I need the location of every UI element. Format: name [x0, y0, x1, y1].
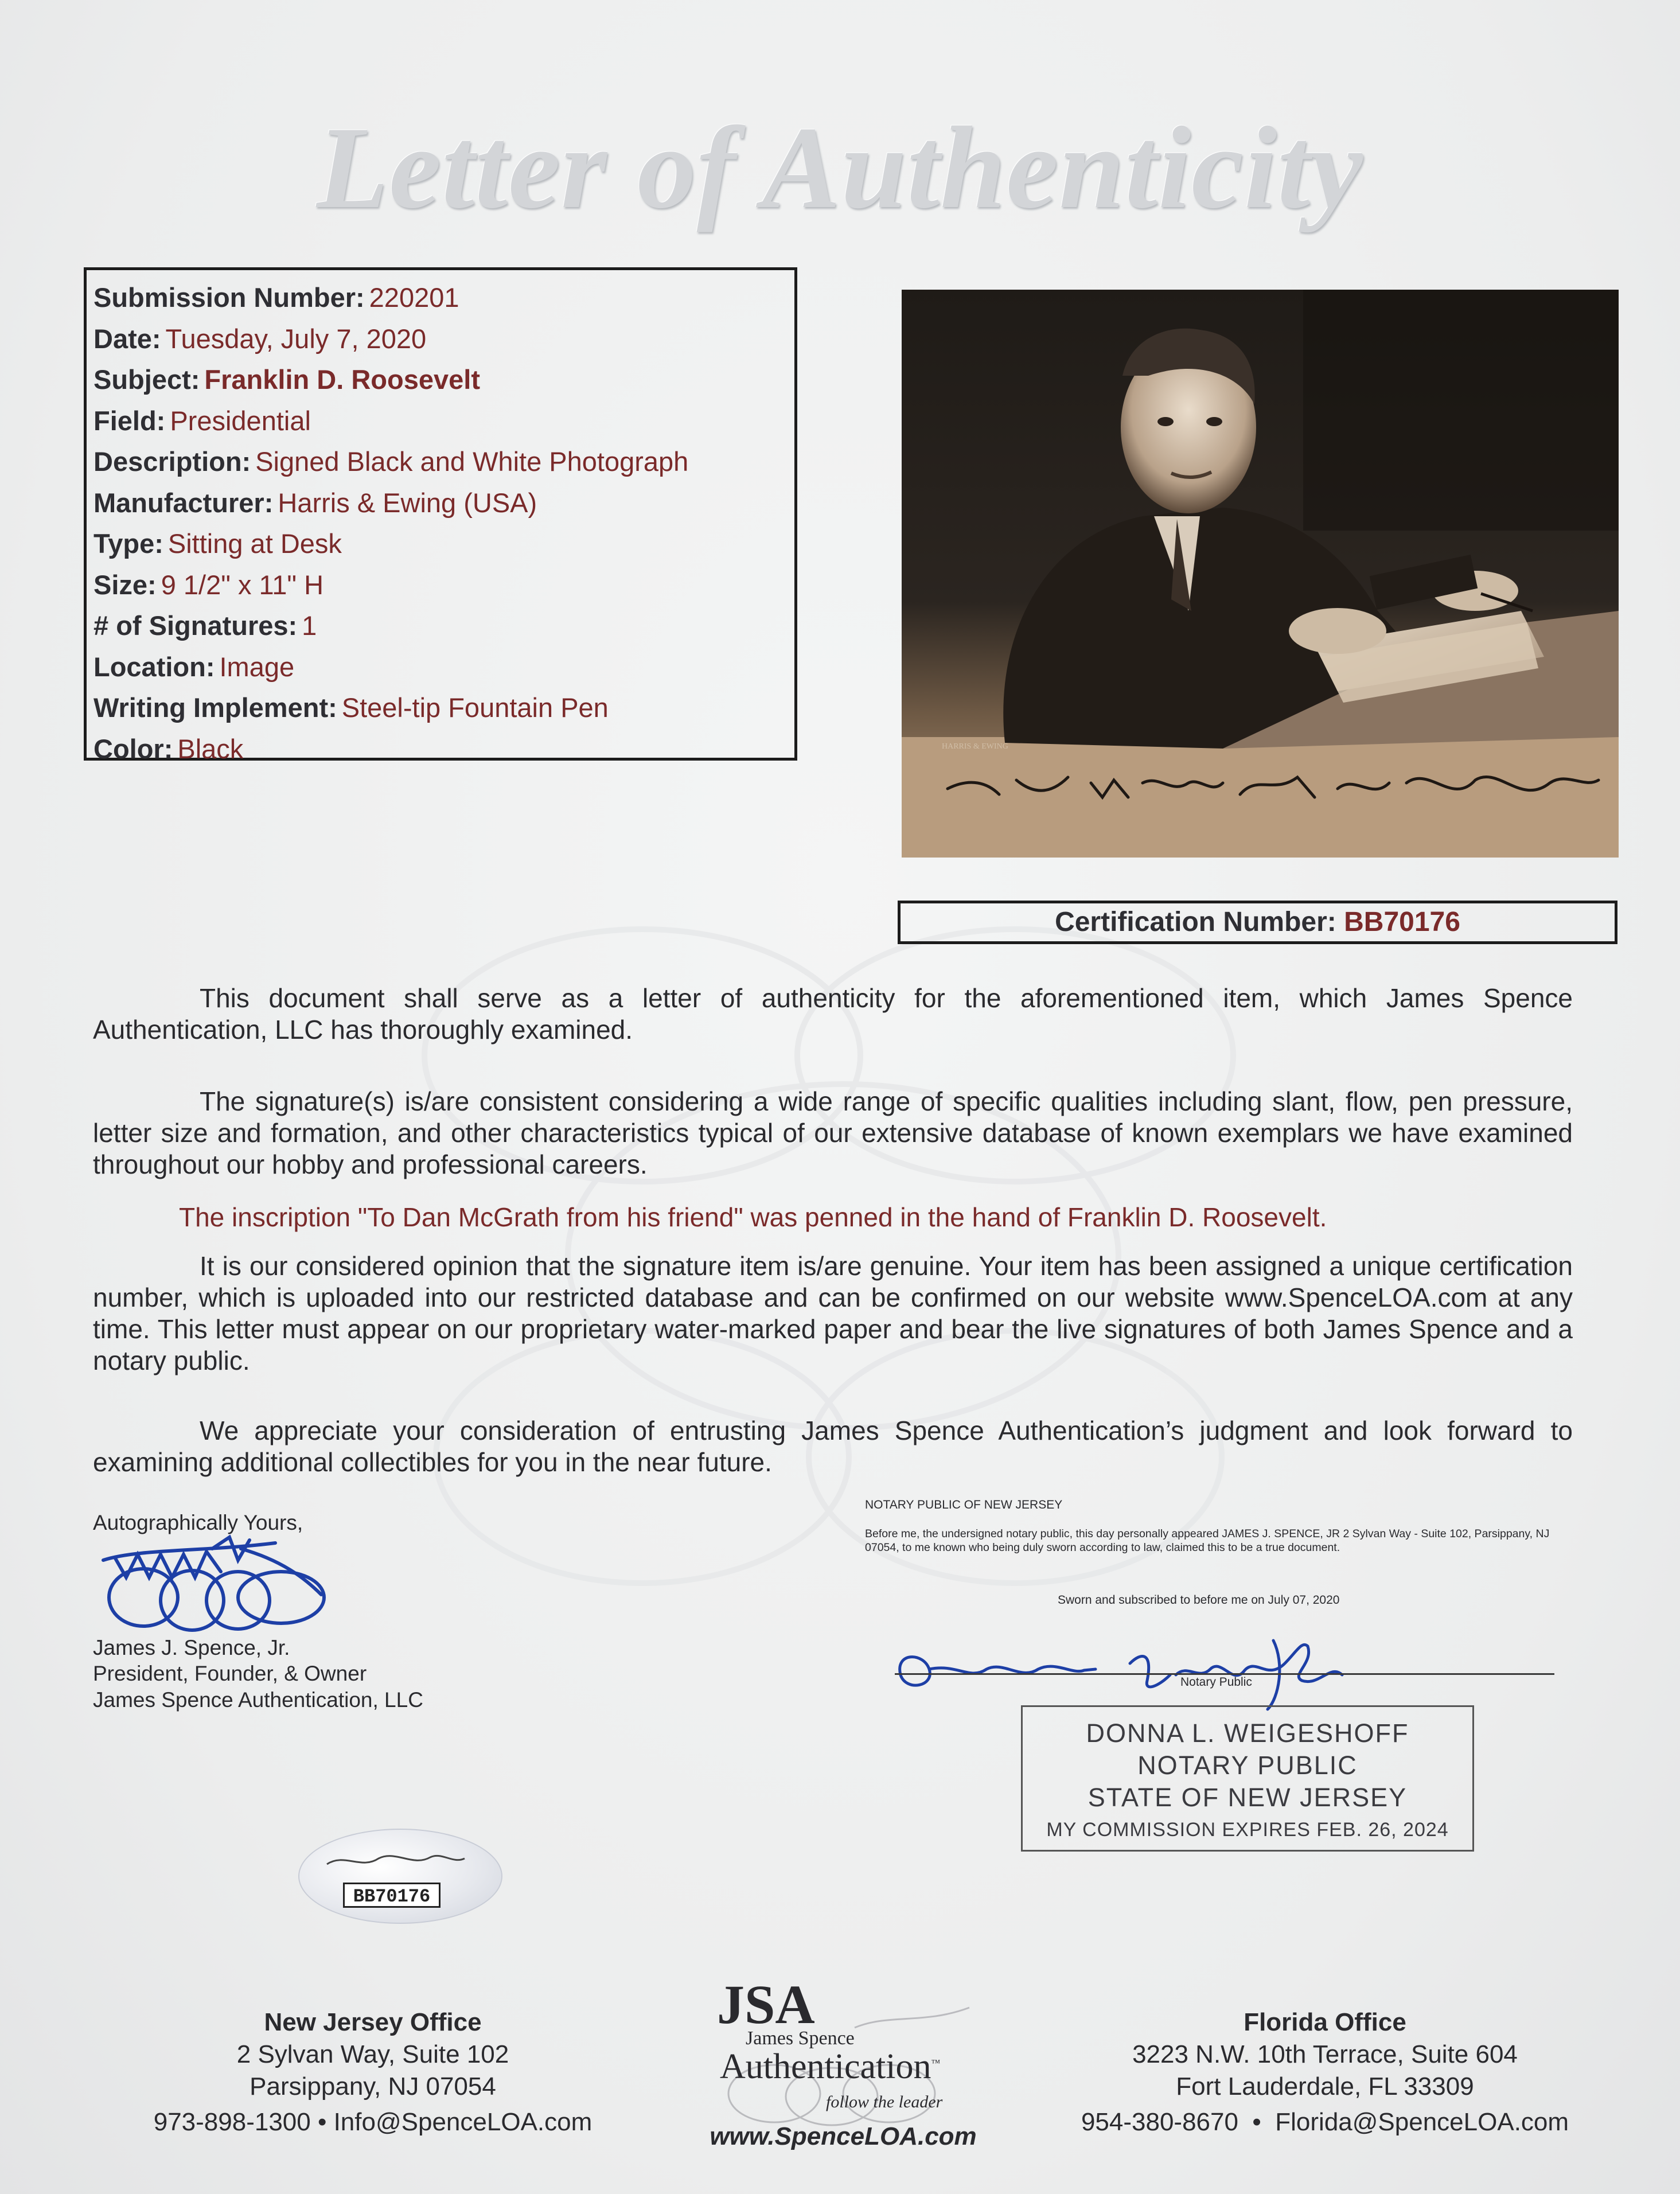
detail-value: Franklin D. Roosevelt — [204, 364, 480, 395]
detail-label: Field: — [93, 405, 166, 436]
closing: Autographically Yours, — [93, 1511, 303, 1534]
detail-value: 220201 — [369, 282, 459, 313]
notary-heading: NOTARY PUBLIC OF NEW JERSEY — [865, 1498, 1063, 1511]
detail-row — [93, 482, 794, 524]
detail-row — [93, 441, 794, 482]
florida-office — [1027, 2006, 1623, 2138]
detail-label: Color: — [93, 733, 173, 764]
certification-number-box — [898, 901, 1617, 944]
paragraph-3 — [93, 1250, 1573, 1377]
paragraph-2 — [93, 1086, 1573, 1180]
detail-row — [93, 687, 794, 728]
jsa-mark: JSA — [717, 1974, 815, 2035]
detail-row — [93, 728, 794, 770]
detail-row — [93, 564, 794, 606]
detail-label: Type: — [93, 528, 163, 559]
paragraph-4-text: We appreciate your consideration of entrusting James Spence Authentication’s judgment and look forward to examining additional collectibles for you in the near future. — [93, 1416, 1573, 1477]
detail-row — [93, 523, 794, 564]
signer-name: James J. Spence, Jr. — [93, 1636, 290, 1659]
detail-value: Tuesday, July 7, 2020 — [165, 323, 427, 354]
detail-label: Description: — [93, 446, 251, 477]
detail-label: Location: — [93, 651, 215, 682]
paragraph-1 — [93, 983, 1573, 1046]
detail-value: Signed Black and White Photograph — [255, 446, 689, 477]
inscription-note: The inscription "To Dan McGrath from his friend" was penned in the hand of Franklin D. Roosevelt. — [179, 1202, 1327, 1232]
detail-row — [93, 400, 794, 442]
jsa-website: www.SpenceLOA.com — [710, 2122, 977, 2150]
paragraph-3-text: It is our considered opinion that the signature item is/are genuine. Your item has been assigned a unique certification number, which is uploaded into our restricted database and can be confirmed on our website www.SpenceLOA.com at any time. This letter must appear on our proprietary water-marked paper and bear the live signatures of both James Spence and a notary public. — [93, 1251, 1573, 1375]
detail-label: Date: — [93, 323, 161, 354]
svg-text:HARRIS & EWING: HARRIS & EWING — [942, 742, 1008, 751]
new-jersey-office — [92, 2006, 654, 2138]
hologram-number: BB70176 — [343, 1883, 441, 1908]
jsa-authentication — [720, 2047, 940, 2087]
notary-signature-line — [895, 1673, 1554, 1675]
hologram-signature — [321, 1841, 470, 1881]
notary-signature — [889, 1629, 1382, 1715]
detail-value: Harris & Ewing (USA) — [278, 487, 537, 518]
signer-role: President, Founder, & Owner — [93, 1662, 367, 1685]
notary-statement: Before me, the undersigned notary public, this day personally appeared JAMES J. SPENCE, JR 2 Sylvan Way - Suite 102, Parsippany, NJ 07054, to me known who being duly sworn according to law, claimed this to be a true document. — [865, 1527, 1550, 1554]
jsa-tagline: follow the leader — [826, 2092, 943, 2111]
detail-label: Submission Number: — [93, 282, 365, 313]
nj-office-heading: New Jersey Office — [264, 2008, 482, 2036]
detail-label: Writing Implement: — [93, 692, 337, 723]
detail-value: Presidential — [170, 405, 311, 436]
detail-row — [93, 277, 794, 318]
page-title: Letter of Authenticity — [316, 103, 1364, 233]
nj-address-line2: Parsippany, NJ 07054 — [250, 2072, 496, 2101]
jsa-name: James Spence — [746, 2028, 855, 2049]
paragraph-4 — [93, 1415, 1573, 1478]
detail-label: Subject: — [93, 364, 200, 395]
stamp-name: DONNA L. WEIGESHOFF — [1086, 1718, 1409, 1748]
notary-line-label: Notary Public — [1180, 1675, 1252, 1689]
detail-row — [93, 605, 794, 646]
detail-row — [93, 359, 794, 400]
stamp-expiry: MY COMMISSION EXPIRES FEB. 26, 2024 — [1046, 1819, 1449, 1841]
jsa-authentication-word: Authentication — [720, 2047, 931, 2086]
fl-address-line1: 3223 N.W. 10th Terrace, Suite 604 — [1132, 2040, 1518, 2068]
detail-value: Sitting at Desk — [167, 528, 342, 559]
certification-label: Certification Number: — [1055, 907, 1336, 937]
fl-address-line2: Fort Lauderdale, FL 33309 — [1176, 2072, 1474, 2101]
fl-office-heading: Florida Office — [1244, 2008, 1406, 2036]
james-spence-signature — [92, 1526, 344, 1635]
detail-label: # of Signatures: — [93, 610, 298, 641]
fl-contact: 954-380-8670 • Florida@SpenceLOA.com — [1081, 2108, 1569, 2136]
notary-stamp — [1021, 1705, 1474, 1852]
detail-label: Size: — [93, 569, 157, 600]
detail-row — [93, 318, 794, 360]
signer-company: James Spence Authentication, LLC — [93, 1688, 423, 1712]
signed-photograph — [902, 290, 1619, 858]
stamp-title: NOTARY PUBLIC — [1137, 1751, 1358, 1780]
detail-label: Manufacturer: — [93, 487, 274, 518]
nj-contact: 973-898-1300 • Info@SpenceLOA.com — [153, 2108, 593, 2136]
paragraph-2-text: The signature(s) is/are consistent considering a wide range of specific qualities including slant, flow, pen pressure, letter size and formation, and other characteristics typical of our extensive database of known exemplars we have examined throughout our hobby and professional careers. — [93, 1086, 1573, 1179]
detail-value: Image — [219, 651, 295, 682]
detail-value: Steel-tip Fountain Pen — [341, 692, 609, 723]
nj-address-line1: 2 Sylvan Way, Suite 102 — [236, 2040, 509, 2068]
sworn-date: Sworn and subscribed to before me on July 07, 2020 — [1058, 1593, 1340, 1607]
jsa-trademark: ™ — [931, 2058, 941, 2068]
stamp-state: STATE OF NEW JERSEY — [1087, 1783, 1408, 1812]
detail-value: 9 1/2" x 11" H — [161, 569, 324, 600]
detail-row — [93, 646, 794, 688]
certification-number: BB70176 — [1344, 907, 1460, 937]
detail-value: Black — [177, 733, 244, 764]
paragraph-1-text: This document shall serve as a letter of authenticity for the aforementioned item, which James Spence Authentication, LLC has thoroughly examined. — [93, 983, 1573, 1045]
detail-value: 1 — [302, 610, 317, 641]
item-details-box — [84, 267, 797, 764]
jsa-logo — [683, 1973, 1004, 2162]
